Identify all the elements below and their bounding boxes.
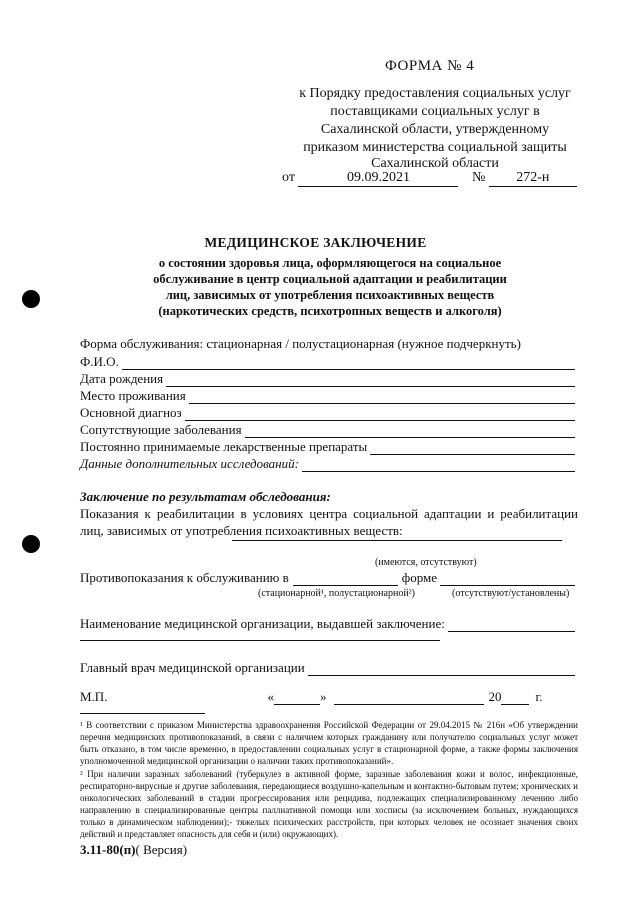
number-prefix: № bbox=[471, 170, 486, 185]
fio-field[interactable]: Ф.И.О. bbox=[80, 354, 575, 370]
order-date-line bbox=[282, 170, 582, 187]
header-line: к Порядку предоставления социальных услуг bbox=[299, 86, 571, 101]
conclusion-heading: Заключение по результатам обследования: bbox=[80, 489, 331, 504]
additional-field[interactable]: Данные дополнительных исследований: bbox=[80, 456, 575, 472]
punch-hole bbox=[22, 290, 40, 308]
contra-hint-left: (стационарной¹, полустационарной²) bbox=[258, 588, 415, 599]
header-line: приказом министерства социальной защиты bbox=[303, 140, 567, 155]
medications-field[interactable]: Постоянно принимаемые лекарственные препараты bbox=[80, 439, 575, 455]
order-date: 09.09.2021 bbox=[298, 170, 458, 187]
comorbid-field[interactable]: Сопутствующие заболевания bbox=[80, 422, 575, 438]
month-field[interactable] bbox=[334, 692, 484, 705]
form-type-field: Форма обслуживания: стационарная / полустационарная (нужное подчеркнуть) bbox=[80, 336, 521, 351]
year-field[interactable] bbox=[501, 692, 529, 705]
organization-line-2[interactable] bbox=[80, 640, 440, 641]
header-line: Сахалинской области, утвержденному bbox=[320, 122, 550, 137]
organization-field[interactable]: Наименование медицинской организации, выдавшей заключение: bbox=[80, 616, 575, 632]
header-line: поставщиками социальных услуг в bbox=[330, 104, 540, 119]
version-label: ( Версия) bbox=[135, 842, 188, 857]
document-footer bbox=[80, 842, 187, 858]
contraindications-row[interactable]: Противопоказания к обслуживанию в форме bbox=[80, 570, 575, 586]
order-number: 272-н bbox=[489, 170, 577, 187]
day-field[interactable] bbox=[274, 692, 320, 705]
stamp-label: М.П. bbox=[80, 689, 108, 704]
stamp-date-row: М.П. « » 20 г. bbox=[80, 689, 543, 704]
indications-text: Показания к реабилитации в условиях центра социальной адаптации и реабилитации лиц, зависимых от употребления психоактивных веществ: bbox=[80, 506, 578, 538]
indications-hint: (имеются, отсутствуют) bbox=[375, 557, 477, 568]
contra-hint-right: (отсутствуют/установлены) bbox=[452, 588, 570, 599]
footnote-separator bbox=[80, 713, 205, 714]
footnote-2: ² При наличии заразных заболеваний (туберкулез в активной форме, заразные заболевания кожи и волос, инфекционные, респираторно-вирусные и другие заболевания, передающиеся воздушно-капельным и контактно-бытовым путем; хронических и онкологических заболеваний в стадии прогрессирования или рецидива, подлежащих специализированному лечению либо направлению в специализированные центры паллиативной помощи или хосписы (за исключением больных, нуждающихся только в динамическом наблюдении);- тяжелых психических расстройств, при которых человек не осознает значения своих действий и представляет опасность для себя и (или) окружающих). bbox=[80, 769, 578, 839]
birth-date-field[interactable]: Дата рождения bbox=[80, 371, 575, 387]
document-subtitle: о состоянии здоровья лица, оформляющегося на социальное обслуживание в центр социальной адаптации и реабилитации лиц, зависимых от употребления психоактивных веществ (наркотических средств, психотропных веществ и алкоголя) bbox=[153, 256, 507, 318]
main-diagnosis-field[interactable]: Основной диагноз bbox=[80, 405, 575, 421]
chief-doctor-field[interactable]: Главный врач медицинской организации bbox=[80, 660, 575, 676]
document-title: МЕДИЦИНСКОЕ ЗАКЛЮЧЕНИЕ bbox=[204, 235, 427, 250]
date-prefix: от bbox=[282, 170, 295, 185]
residence-field[interactable]: Место проживания bbox=[80, 388, 575, 404]
punch-hole bbox=[22, 535, 40, 553]
form-number: ФОРМА № 4 bbox=[385, 58, 475, 74]
header-line: Сахалинской области bbox=[371, 156, 499, 171]
indications-line[interactable] bbox=[232, 540, 562, 541]
form-code: 3.11-80(п) bbox=[80, 842, 136, 857]
footnote-1: ¹ В соответствии с приказом Министерства здравоохранения Российской Федерации от 29.04.2015 № 216н «Об утверждении перечня медицинских противопоказаний, в связи с наличием которых гражданину или получателю социальных услуг может быть отказано, в том числе временно, в предоставлении социальных услуг в стационарной форме, а также формы заключения уполномоченной медицинской организации о наличии таких противопоказаний». bbox=[80, 720, 578, 766]
